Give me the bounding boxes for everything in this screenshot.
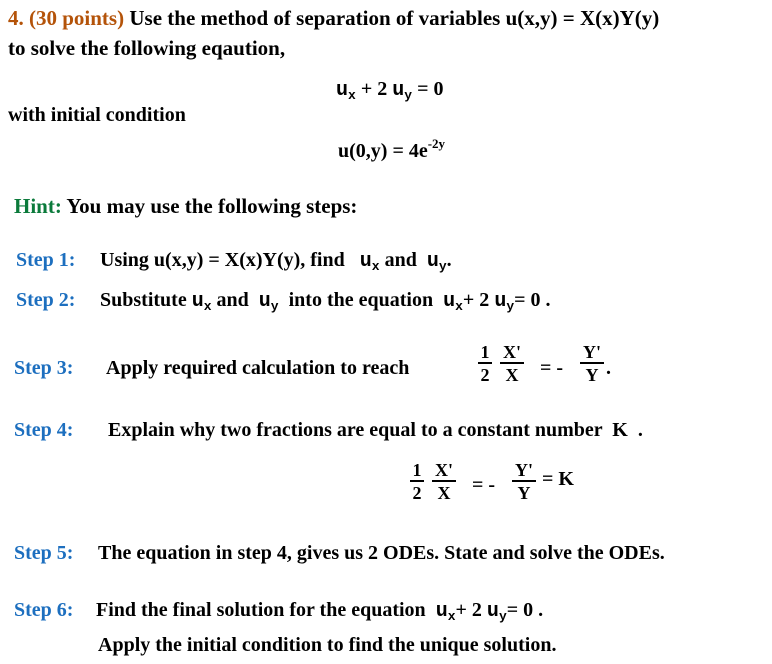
- step6-eq-u: u: [435, 600, 448, 623]
- eq-sub-x: x: [348, 88, 356, 103]
- step2-sub-x: x: [203, 299, 212, 314]
- step4-label: Step 4:: [14, 419, 74, 441]
- problem-points: (30 points): [29, 6, 125, 30]
- step6-eq-u: u: [486, 600, 499, 623]
- step1-text: [100, 249, 452, 274]
- step1-label: Step 1:: [16, 249, 76, 271]
- problem-statement-line1: [8, 6, 659, 31]
- step4-constant: K: [612, 419, 628, 441]
- step5-label: Step 5:: [14, 542, 74, 564]
- frac-numerator: Y': [583, 342, 601, 362]
- step2-description2: into the equation: [288, 289, 434, 311]
- step2-sub-y: y: [270, 299, 279, 314]
- step6-eq-plus: + 2: [455, 599, 482, 621]
- frac-numerator: X': [435, 460, 453, 480]
- step2-eq-sub-y: y: [506, 299, 515, 314]
- step4-description: Explain why two fractions are equal to a constant number: [108, 419, 603, 441]
- step2-label: Step 2:: [16, 289, 76, 311]
- step2-u: u: [191, 290, 204, 313]
- eq-sub-y: y: [404, 88, 413, 103]
- problem-text-line1: Use the method of separation of variables u(x,y) = X(x)Y(y): [129, 6, 660, 30]
- step3-frac-half: [478, 343, 492, 384]
- eq-u: u: [336, 79, 349, 102]
- step6-label: Step 6:: [14, 599, 74, 621]
- frac-bar: [500, 362, 524, 364]
- step2-text: [100, 289, 551, 314]
- eq-plus: + 2: [360, 78, 388, 100]
- eq-rhs: = 0: [417, 78, 444, 100]
- step4-equals: = -: [472, 474, 496, 496]
- frac-denominator: Y: [517, 483, 531, 503]
- step3-frac-x: [500, 343, 524, 384]
- main-equation: [336, 78, 443, 103]
- step1-sub-y: y: [438, 259, 447, 274]
- frac-numerator: Y': [515, 460, 533, 480]
- step2-eq-u: u: [443, 290, 456, 313]
- step3-frac-y: [580, 343, 604, 384]
- step5-text: The equation in step 4, gives us 2 ODEs. State and solve the ODEs.: [98, 542, 665, 564]
- step6-description: Find the final solution for the equation: [96, 599, 426, 621]
- frac-bar: [478, 362, 492, 364]
- hint-text: You may use the following steps:: [66, 194, 358, 218]
- frac-numerator: X': [503, 342, 521, 362]
- frac-numerator: 1: [480, 342, 490, 362]
- step2-description: Substitute: [100, 289, 187, 311]
- frac-denominator: X: [437, 483, 451, 503]
- frac-denominator: Y: [585, 365, 599, 385]
- step4-frac-half: [410, 461, 424, 502]
- eq-u: u: [392, 79, 405, 102]
- step2-and: and: [216, 289, 249, 311]
- step1-u: u: [359, 250, 372, 273]
- step4-text: [108, 419, 643, 442]
- frac-bar: [512, 480, 536, 482]
- step2-eq-sub-x: x: [455, 299, 463, 314]
- step6-eq-rhs: = 0 .: [506, 599, 544, 621]
- step2-u: u: [258, 290, 271, 313]
- step4-dot: .: [637, 419, 643, 441]
- problem-number: 4.: [8, 6, 24, 30]
- step3-dot: .: [606, 357, 611, 379]
- step4-frac-y: [512, 461, 536, 502]
- problem-text-line2: to solve the following eqaution,: [8, 36, 286, 60]
- ic-exponent: -2y: [427, 136, 446, 151]
- step6-text: [96, 599, 543, 624]
- step1-u: u: [426, 250, 439, 273]
- ic-lhs: u(0,y) = 4e: [338, 140, 428, 162]
- step1-and: and: [384, 249, 417, 271]
- step6-eq-sub-y: y: [498, 609, 507, 624]
- frac-numerator: 1: [412, 460, 422, 480]
- frac-bar: [580, 362, 604, 364]
- step2-eq-rhs: = 0 .: [514, 289, 551, 311]
- step2-eq-u: u: [494, 290, 507, 313]
- step4-rhs: = K: [542, 468, 574, 490]
- hint-line: [14, 194, 357, 219]
- step3-equals: = -: [540, 357, 564, 379]
- step4-frac-x: [432, 461, 456, 502]
- step3-text: Apply required calculation to reach: [106, 357, 410, 379]
- step6-text2: Apply the initial condition to find the unique solution.: [98, 634, 557, 656]
- step3-label: Step 3:: [14, 357, 74, 379]
- frac-bar: [432, 480, 456, 482]
- frac-denominator: 2: [412, 483, 422, 503]
- step6-eq-sub-x: x: [447, 609, 456, 624]
- initial-condition-label: with initial condition: [8, 104, 186, 126]
- frac-denominator: 2: [480, 365, 490, 385]
- step1-dot: .: [446, 249, 452, 271]
- step1-description: Using u(x,y) = X(x)Y(y), find: [100, 249, 345, 271]
- frac-denominator: X: [505, 365, 519, 385]
- frac-bar: [410, 480, 424, 482]
- step1-sub-x: x: [371, 259, 380, 274]
- step2-eq-plus: + 2: [462, 289, 490, 311]
- hint-label: Hint:: [14, 194, 62, 218]
- initial-condition-equation: [338, 136, 445, 163]
